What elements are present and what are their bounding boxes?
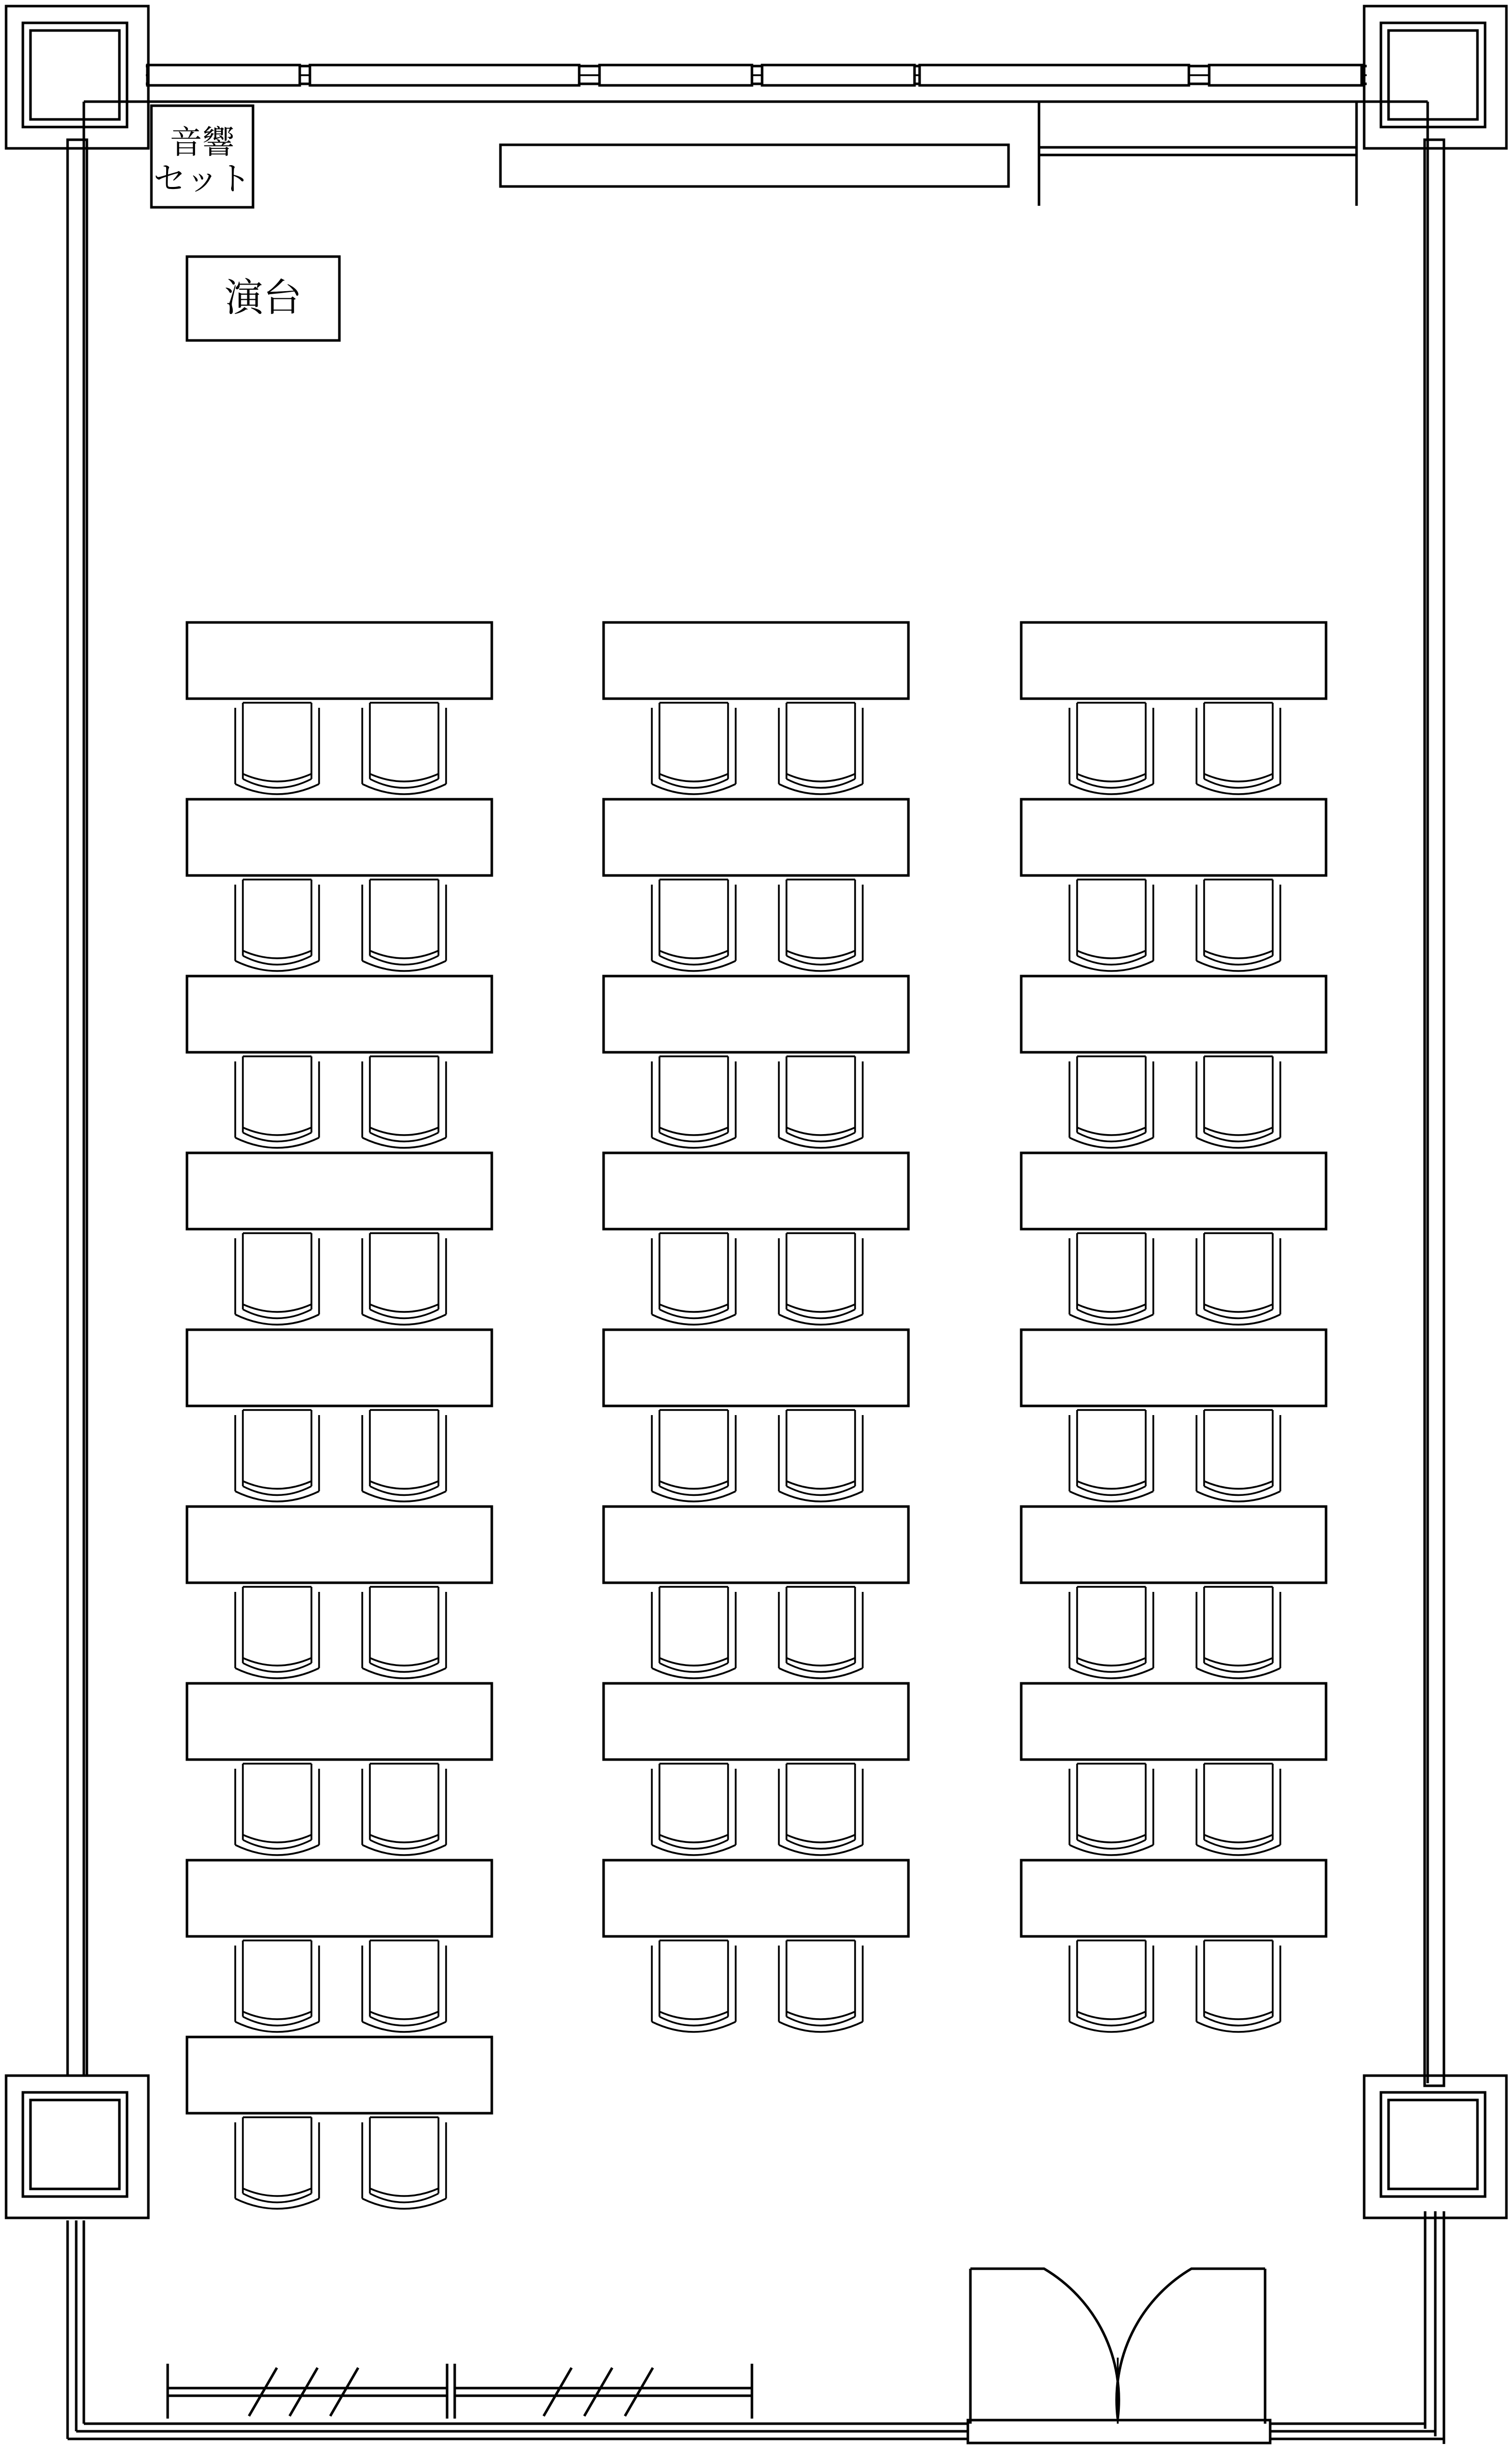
chair-c2-r5-1[interactable]	[652, 1410, 736, 1501]
chair-c1-r9-1[interactable]	[235, 2117, 319, 2209]
chair-c2-r7-2[interactable]	[779, 1764, 863, 1855]
table-c3-r4[interactable]	[1021, 1153, 1326, 1229]
table-c2-r2[interactable]	[604, 799, 908, 875]
chair-c1-r2-1[interactable]	[235, 880, 319, 971]
table-c2-r7[interactable]	[604, 1683, 908, 1760]
podium-label: 演台	[225, 275, 302, 320]
chair-c2-r8-1[interactable]	[652, 1940, 736, 2032]
chair-c1-r7-1[interactable]	[235, 1764, 319, 1855]
podium[interactable]	[187, 257, 339, 340]
audio-set-label-line1: 音響	[170, 124, 235, 162]
column-top-left	[6, 6, 148, 148]
chair-c3-r1-2[interactable]	[1196, 703, 1280, 794]
audio-set-label-line2: セット	[153, 161, 251, 198]
table-c1-r6[interactable]	[187, 1507, 492, 1583]
chair-c3-r6-1[interactable]	[1069, 1587, 1153, 1678]
column-bottom-left	[6, 2076, 148, 2218]
table-c1-r1[interactable]	[187, 622, 492, 699]
table-c1-r5[interactable]	[187, 1330, 492, 1406]
chair-c3-r6-2[interactable]	[1196, 1587, 1280, 1678]
chair-c1-r3-1[interactable]	[235, 1056, 319, 1148]
chair-c3-r5-2[interactable]	[1196, 1410, 1280, 1501]
chair-c3-r1-1[interactable]	[1069, 703, 1153, 794]
chair-c2-r5-2[interactable]	[779, 1410, 863, 1501]
chair-c2-r2-2[interactable]	[779, 880, 863, 971]
chair-c1-r3-2[interactable]	[362, 1056, 446, 1148]
audio-set[interactable]	[151, 106, 253, 207]
column-bottom-right	[1364, 2076, 1506, 2218]
corner-columns	[6, 6, 1506, 2218]
chair-c2-r1-2[interactable]	[779, 703, 863, 794]
chair-c1-r6-2[interactable]	[362, 1587, 446, 1678]
chair-c3-r3-1[interactable]	[1069, 1056, 1153, 1148]
chair-c1-r8-2[interactable]	[362, 1940, 446, 2032]
seating-area	[187, 622, 1326, 2209]
chair-c2-r3-2[interactable]	[779, 1056, 863, 1148]
chair-c3-r4-1[interactable]	[1069, 1233, 1153, 1325]
chair-c2-r3-1[interactable]	[652, 1056, 736, 1148]
table-c1-r9[interactable]	[187, 2037, 492, 2113]
front-board	[500, 145, 1009, 186]
chair-c3-r3-2[interactable]	[1196, 1056, 1280, 1148]
table-c3-r2[interactable]	[1021, 799, 1326, 875]
table-c2-r3[interactable]	[604, 976, 908, 1052]
chair-c1-r8-1[interactable]	[235, 1940, 319, 2032]
chair-c1-r5-2[interactable]	[362, 1410, 446, 1501]
chair-c1-r4-1[interactable]	[235, 1233, 319, 1325]
table-c2-r1[interactable]	[604, 622, 908, 699]
chair-c3-r7-1[interactable]	[1069, 1764, 1153, 1855]
chair-c1-r6-1[interactable]	[235, 1587, 319, 1678]
chair-c3-r2-1[interactable]	[1069, 880, 1153, 971]
chair-c1-r2-2[interactable]	[362, 880, 446, 971]
table-c3-r6[interactable]	[1021, 1507, 1326, 1583]
table-c1-r7[interactable]	[187, 1683, 492, 1760]
table-c3-r1[interactable]	[1021, 622, 1326, 699]
chair-c1-r1-1[interactable]	[235, 703, 319, 794]
chair-c2-r1-1[interactable]	[652, 703, 736, 794]
chair-c2-r7-1[interactable]	[652, 1764, 736, 1855]
storage-area	[1039, 102, 1357, 206]
chair-c3-r2-2[interactable]	[1196, 880, 1280, 971]
chair-c3-r4-2[interactable]	[1196, 1233, 1280, 1325]
chair-c2-r6-2[interactable]	[779, 1587, 863, 1678]
cabinet-right	[455, 2364, 752, 2419]
chair-c2-r4-2[interactable]	[779, 1233, 863, 1325]
table-c1-r2[interactable]	[187, 799, 492, 875]
chair-c2-r2-1[interactable]	[652, 880, 736, 971]
chair-c2-r6-1[interactable]	[652, 1587, 736, 1678]
table-c1-r8[interactable]	[187, 1860, 492, 1936]
chair-c2-r4-1[interactable]	[652, 1233, 736, 1325]
table-c2-r4[interactable]	[604, 1153, 908, 1229]
table-c1-r3[interactable]	[187, 976, 492, 1052]
table-c1-r4[interactable]	[187, 1153, 492, 1229]
double-door[interactable]	[970, 2269, 1265, 2424]
chair-c3-r5-1[interactable]	[1069, 1410, 1153, 1501]
chair-c1-r1-2[interactable]	[362, 703, 446, 794]
table-c2-r5[interactable]	[604, 1330, 908, 1406]
chair-c3-r8-2[interactable]	[1196, 1940, 1280, 2032]
cabinet-left	[168, 2364, 447, 2419]
chair-c3-r8-1[interactable]	[1069, 1940, 1153, 2032]
chair-c1-r5-1[interactable]	[235, 1410, 319, 1501]
table-c3-r3[interactable]	[1021, 976, 1326, 1052]
table-c3-r8[interactable]	[1021, 1860, 1326, 1936]
table-c3-r5[interactable]	[1021, 1330, 1326, 1406]
column-top-right	[1364, 6, 1506, 148]
chair-c1-r4-2[interactable]	[362, 1233, 446, 1325]
table-c3-r7[interactable]	[1021, 1683, 1326, 1760]
chair-c2-r8-2[interactable]	[779, 1940, 863, 2032]
table-c2-r6[interactable]	[604, 1507, 908, 1583]
walls	[68, 65, 1444, 2444]
chair-c1-r9-2[interactable]	[362, 2117, 446, 2209]
table-c2-r8[interactable]	[604, 1860, 908, 1936]
chair-c3-r7-2[interactable]	[1196, 1764, 1280, 1855]
chair-c1-r7-2[interactable]	[362, 1764, 446, 1855]
